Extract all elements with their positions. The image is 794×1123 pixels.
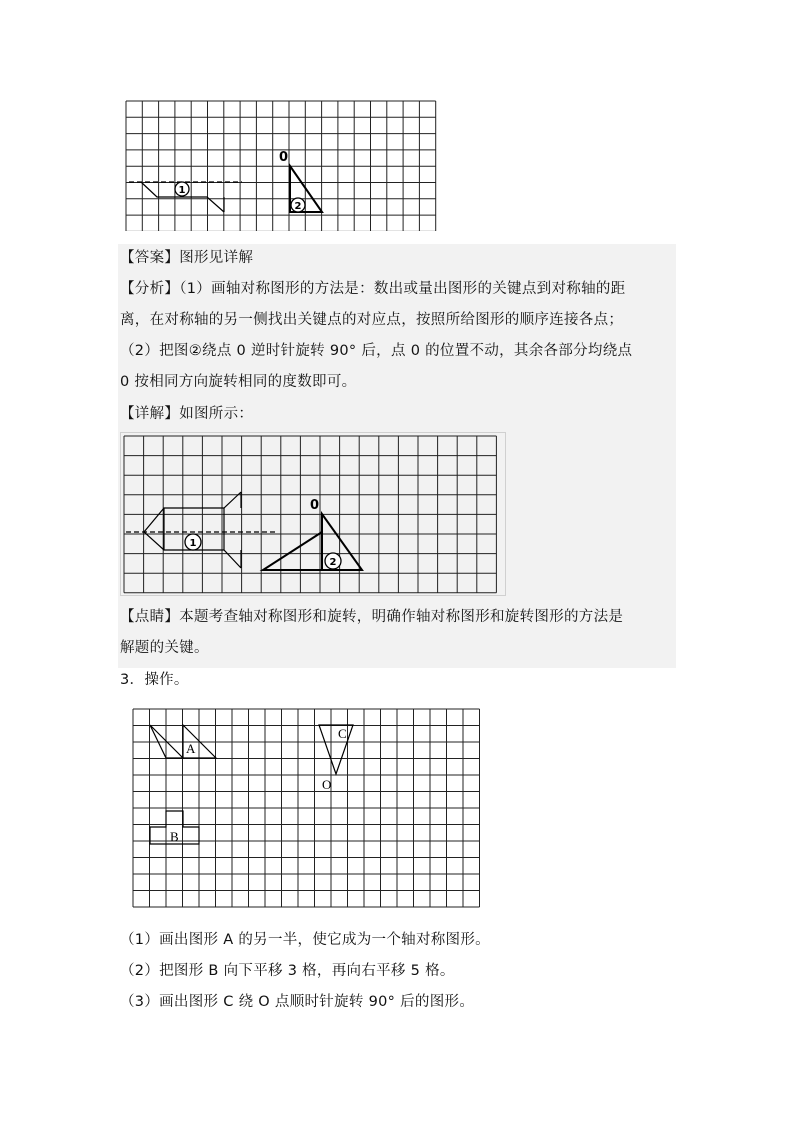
grid-lines xyxy=(133,709,480,907)
question-3-item-3: （3）画出图形 C 绕 O 点顺时针旋转 90° 后的图形。 xyxy=(120,994,475,1010)
detail-text: 如图所示： xyxy=(179,406,254,422)
answer-tag: 【答案】 xyxy=(120,250,180,266)
shape-c-label: C xyxy=(338,726,347,741)
figure-1-grid xyxy=(124,99,442,231)
question-3-item-1: （1）画出图形 A 的另一半，使它成为一个轴对称图形。 xyxy=(120,932,490,948)
point-o-label: O xyxy=(322,777,332,792)
triangle-2-label: 2 xyxy=(329,557,337,568)
analysis-line-2: 离，在对称轴的另一侧找出关键点的对应点，按照所给图形的顺序连接各点； xyxy=(120,312,624,328)
detail-line xyxy=(120,404,253,424)
figure-2-grid xyxy=(120,432,506,596)
answer-text: 图形见详解 xyxy=(179,250,254,266)
shape-1-full xyxy=(144,492,241,568)
analysis-line-3: （2）把图②绕点 0 逆时针旋转 90° 后，点 0 的位置不动，其余各部分均绕点 xyxy=(120,343,633,359)
point-line-1 xyxy=(120,607,623,627)
point-o-label: 0 xyxy=(310,498,320,513)
answer-line xyxy=(120,248,253,268)
shape-1-label: 1 xyxy=(178,185,186,196)
analysis-line-1 xyxy=(120,279,625,299)
shape-1-label: 1 xyxy=(189,538,197,549)
question-3-item-2: （2）把图形 B 向下平移 3 格，再向右平移 5 格。 xyxy=(120,963,455,979)
question-3-title: 3．操作。 xyxy=(120,672,189,688)
detail-tag: 【详解】 xyxy=(120,406,180,422)
point-text-1: 本题考查轴对称图形和旋转，明确作轴对称图形和旋转图形的方法是 xyxy=(179,609,624,625)
analysis-line-4: 0 按相同方向旋转相同的度数即可。 xyxy=(120,374,357,390)
triangle-2-label: 2 xyxy=(294,201,302,212)
shape-b-label: B xyxy=(170,829,179,844)
grid-lines xyxy=(126,101,436,231)
point-o-label: 0 xyxy=(279,150,289,165)
point-line-2: 解题的关键。 xyxy=(120,640,209,656)
analysis-tag: 【分析】 xyxy=(120,281,180,297)
point-tag: 【点睛】 xyxy=(120,609,180,625)
shape-a-label: A xyxy=(186,741,196,756)
analysis-text-1: （1）画轴对称图形的方法是：数出或量出图形的关键点到对称轴的距 xyxy=(179,281,626,297)
triangle-2-rotated xyxy=(263,532,322,570)
figure-3-grid xyxy=(131,708,491,914)
